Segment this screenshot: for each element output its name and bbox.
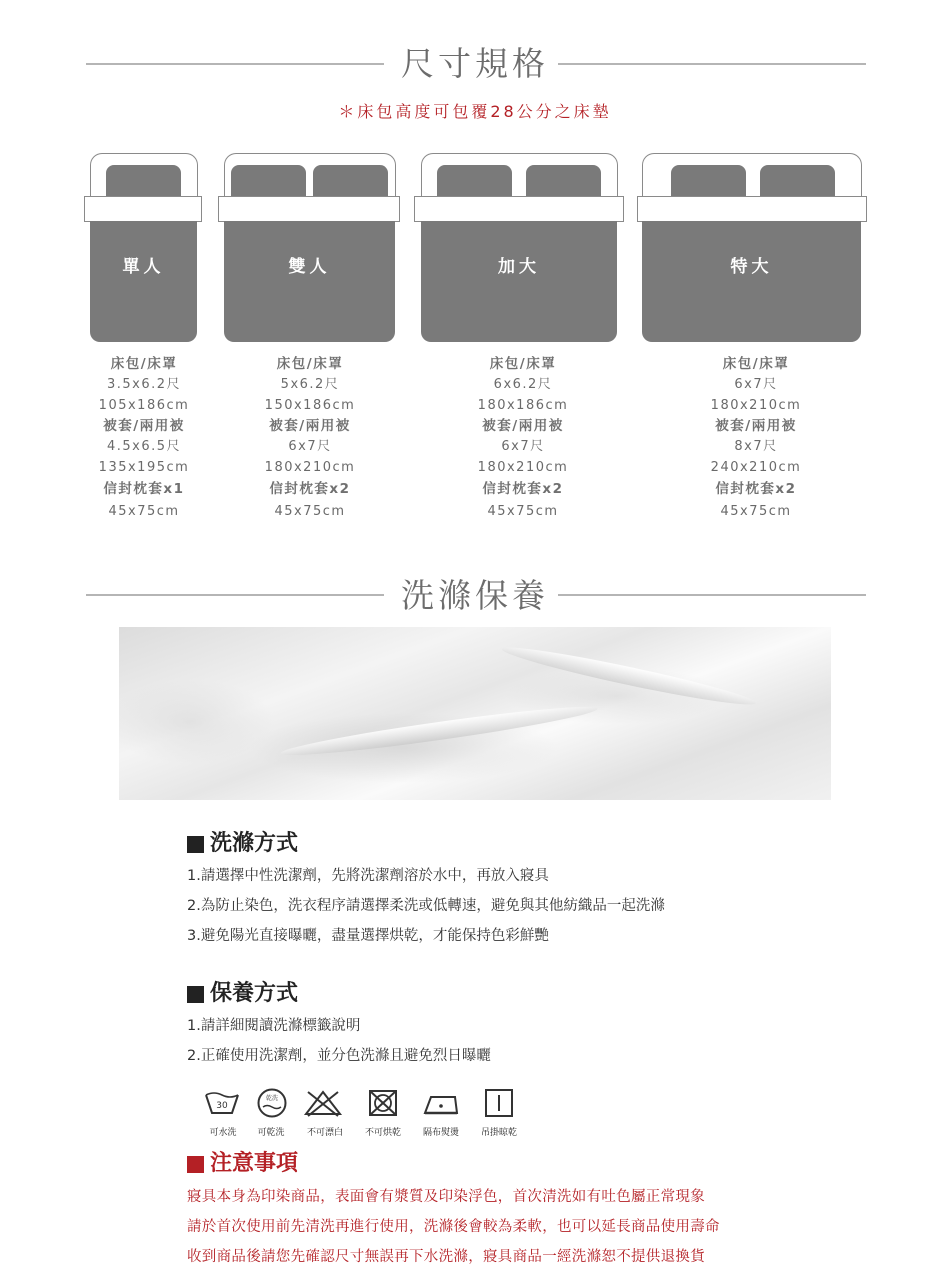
spec-value: 6x7尺 bbox=[501, 439, 545, 455]
bed-double-label: 雙人 bbox=[288, 257, 331, 277]
spec-heading: 信封枕套x1 bbox=[103, 480, 185, 497]
maintain-line-2: 2.正確使用洗潔劑，並分色洗滌且避免烈日曝曬 bbox=[187, 1048, 491, 1064]
spec-value: 180x210cm bbox=[710, 397, 802, 413]
wash-line-1: 1.請選擇中性洗潔劑，先將洗潔劑溶於水中，再放入寢具 bbox=[187, 868, 549, 884]
spec-heading: 床包/床罩 bbox=[276, 356, 344, 372]
spec-value: 45x75cm bbox=[720, 503, 792, 519]
care-icon-label: 可乾洗 bbox=[257, 1128, 285, 1138]
wash-30-icon bbox=[204, 1089, 240, 1121]
care-icon-label: 不可烘乾 bbox=[364, 1128, 401, 1138]
spec-value: 240x210cm bbox=[710, 459, 802, 475]
notice-line-3: 收到商品後請您先確認尺寸無誤再下水洗滌，寢具商品一經洗滌恕不提供退換貨 bbox=[187, 1249, 705, 1265]
maintain-line-1: 1.請詳細閱讀洗滌標籤說明 bbox=[187, 1018, 361, 1034]
spec-value: 6x6.2尺 bbox=[493, 376, 553, 392]
spec-value: 180x186cm bbox=[477, 397, 569, 413]
spec-double bbox=[210, 354, 410, 522]
svg-text:乾洗: 乾洗 bbox=[265, 1095, 279, 1102]
spec-value: 180x210cm bbox=[264, 459, 356, 475]
square-bullet-icon bbox=[187, 986, 204, 1003]
no-tumble-dry-icon bbox=[367, 1088, 399, 1122]
spec-heading: 信封枕套x2 bbox=[715, 480, 797, 497]
spec-value: 6x7尺 bbox=[288, 439, 332, 455]
spec-value: 135x195cm bbox=[98, 459, 190, 475]
spec-heading: 床包/床罩 bbox=[489, 356, 557, 372]
spec-value: 8x7尺 bbox=[734, 439, 778, 455]
spec-value: 45x75cm bbox=[487, 503, 559, 519]
spec-heading: 被套/兩用被 bbox=[103, 418, 185, 435]
wash-line-2: 2.為防止染色，洗衣程序請選擇柔洗或低轉速，避免與其他紡織品一起洗滌 bbox=[187, 898, 665, 914]
mattress-height-note: ＊床包高度可包覆28公分之床墊 bbox=[338, 102, 612, 121]
spec-value: 45x75cm bbox=[274, 503, 346, 519]
bed-queen-label: 加大 bbox=[498, 257, 540, 277]
care-section-title: 洗滌保養 bbox=[401, 576, 549, 615]
wash-heading bbox=[187, 830, 298, 858]
maintain-heading-text: 保養方式 bbox=[210, 981, 299, 1006]
spec-heading: 被套/兩用被 bbox=[269, 418, 351, 435]
spec-heading: 被套/兩用被 bbox=[482, 418, 564, 435]
care-icon-label: 吊掛晾乾 bbox=[480, 1128, 517, 1138]
notice-heading-text: 注意事項 bbox=[210, 1151, 299, 1176]
notice-heading bbox=[187, 1150, 298, 1178]
bed-king-label: 特大 bbox=[730, 257, 773, 277]
spec-value: 3.5x6.2尺 bbox=[106, 376, 182, 392]
notice-line-1: 寢具本身為印染商品，表面會有漿質及印染浮色，首次清洗如有吐色屬正常現象 bbox=[187, 1189, 705, 1205]
svg-text:30: 30 bbox=[216, 1101, 228, 1111]
wash-line-3: 3.避免陽光直接曝曬，盡量選擇烘乾，才能保持色彩鮮艷 bbox=[187, 928, 549, 944]
spec-value: 4.5x6.5尺 bbox=[106, 439, 182, 455]
spec-heading: 信封枕套x2 bbox=[482, 480, 564, 497]
size-section-title: 尺寸規格 bbox=[401, 44, 549, 83]
bed-single-label: 單人 bbox=[122, 257, 165, 277]
care-icon-label: 可水洗 bbox=[209, 1128, 237, 1138]
spec-king bbox=[656, 354, 856, 522]
dry-clean-icon bbox=[256, 1087, 288, 1123]
no-bleach-icon bbox=[302, 1088, 344, 1122]
spec-value: 180x210cm bbox=[477, 459, 569, 475]
square-bullet-icon bbox=[187, 836, 204, 853]
care-icon-label: 不可漂白 bbox=[306, 1128, 343, 1138]
maintain-heading bbox=[187, 980, 298, 1008]
spec-value: 5x6.2尺 bbox=[280, 376, 340, 392]
spec-heading: 信封枕套x2 bbox=[269, 480, 351, 497]
care-rule-right bbox=[558, 594, 866, 596]
spec-value: 45x75cm bbox=[108, 503, 180, 519]
iron-with-cloth-icon bbox=[421, 1089, 461, 1121]
fabric-photo bbox=[119, 627, 831, 800]
title-rule-right bbox=[558, 63, 866, 65]
spec-value: 105x186cm bbox=[98, 397, 190, 413]
spec-heading: 被套/兩用被 bbox=[715, 418, 797, 435]
spec-heading: 床包/床罩 bbox=[110, 356, 178, 372]
square-bullet-icon bbox=[187, 1156, 204, 1173]
care-icon-label: 隔布熨燙 bbox=[422, 1128, 459, 1138]
spec-heading: 床包/床罩 bbox=[722, 356, 790, 372]
hang-dry-icon bbox=[484, 1088, 514, 1122]
notice-line-2: 請於首次使用前先清洗再進行使用，洗滌後會較為柔軟，也可以延長商品使用壽命 bbox=[187, 1219, 720, 1235]
spec-value: 6x7尺 bbox=[734, 376, 778, 392]
wash-heading-text: 洗滌方式 bbox=[210, 831, 299, 856]
spec-queen bbox=[423, 354, 623, 522]
spec-value: 150x186cm bbox=[264, 397, 356, 413]
